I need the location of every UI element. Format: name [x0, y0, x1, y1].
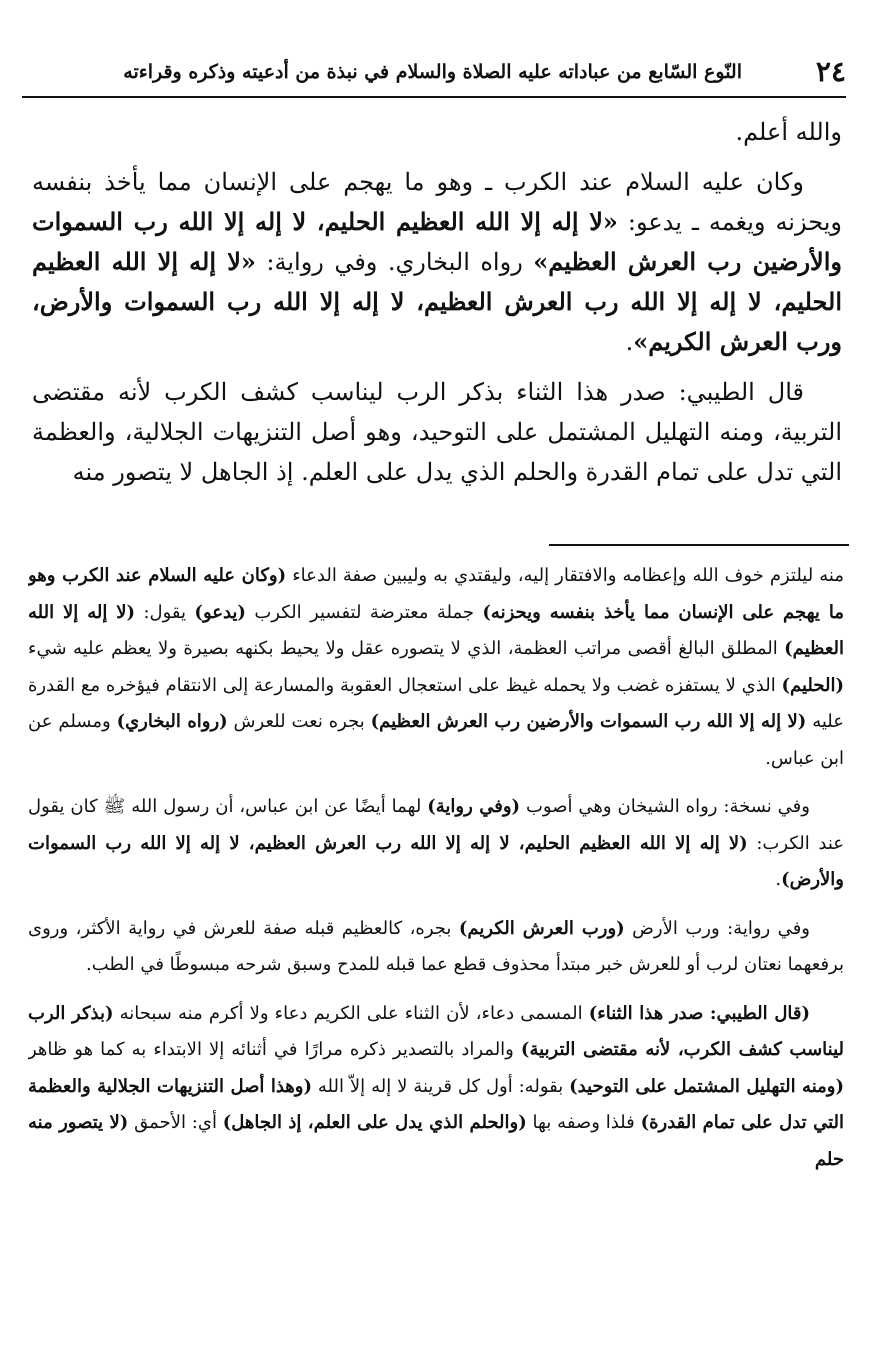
bold-run: «لا إله إلا الله العظيم الحليم، لا إله إلا الله رب العرش العظيم، لا إله إلا الله رب السموات والأرض، ورب العرش الكريم»: [32, 247, 842, 356]
footnote-paragraph-3: [28, 911, 844, 984]
text-run: منه ليلتزم خوف الله وإعظامه والافتقار إليه، وليقتدي به وليبين صفة الدعاء: [286, 565, 844, 586]
text-run: وكان عليه السلام عند الكرب ـ وهو ما يهجم على الإنسان مما يأخذ بنفسه ويحزنه ويغمه ـ يدعو:: [32, 168, 842, 236]
bold-run: (ورب العرش الكريم): [458, 917, 625, 939]
text-run: .: [775, 869, 782, 890]
bold-run: (ومنه التهليل المشتمل على التوحيد): [569, 1075, 844, 1097]
text-run: جملة معترضة لتفسير الكرب: [245, 601, 483, 623]
page-number: ٢٤: [815, 55, 846, 88]
main-paragraph-1: [32, 162, 842, 362]
text-run: والمراد بالتصدير ذكره مرارًا في أثنائه إلا الابتداء به كما هو ظاهر: [28, 1039, 521, 1060]
footnote-paragraph-4: [28, 996, 844, 1179]
text-run: بقوله: أول كل قرينة لا إله إلاّ الله: [312, 1075, 570, 1097]
bold-run: (لا إله إلا الله العظيم): [28, 601, 844, 659]
text-run: بجره، كالعظيم قبله صفة للعرش في رواية الأكثر، وروى برفعهما نعتان لرب أو للعرش خبر مبتدأ محذوف قطع عما قبله للمدح وسبق شرحه مبسوطًا في الطب.: [28, 917, 844, 975]
main-paragraph-0: [32, 112, 842, 152]
page-header: [18, 52, 850, 92]
text-run: والله أعلم.: [735, 118, 842, 146]
text-run: المسمى دعاء، لأن الثناء على الكريم دعاء ولا أكرم منه سبحانه: [113, 1002, 589, 1024]
bold-run: (لا إله إلا الله العظيم الحليم، لا إله إلا الله رب العرش العظيم، لا إله إلا الله رب السموات والأرض): [28, 832, 844, 890]
text-run: فلذا وصفه بها: [526, 1112, 641, 1133]
footnote-paragraph-1: [28, 558, 844, 777]
text-run: المطلق البالغ أقصى مراتب العظمة، الذي لا يتصوره عقل ولا يحيط بكنهه بصيرة ولا يعظم عليه شيء: [28, 638, 785, 659]
text-run: قال الطيبي: صدر هذا الثناء بذكر الرب ليناسب كشف الكرب لأنه مقتضى التربية، ومنه التهليل المشتمل على التوحيد، وهو أصل التنزيهات الجلالية، والعظمة التي تدل على تمام القدرة والحلم الذي يدل على العلم. إذ الجاهل لا يتصور منه: [32, 378, 842, 486]
bold-run: (الحليم): [781, 674, 844, 696]
text-run: أي: الأحمق: [128, 1112, 223, 1133]
footnote-rule: [549, 544, 849, 546]
text-run: يقول:: [135, 601, 195, 623]
main-text: [32, 112, 842, 530]
text-run: وفي نسخة: رواه الشيخان وهي أصوب: [520, 796, 810, 817]
bold-run: (وكان عليه السلام عند الكرب وهو ما يهجم على الإنسان مما يأخذ بنفسه ويحزنه): [28, 565, 844, 623]
bold-run: (لا يتصور منه حلم: [28, 1112, 844, 1170]
bold-run: (بذكر الرب ليناسب كشف الكرب، لأنه مقتضى التربية): [28, 1002, 844, 1060]
bold-run: «لا إله إلا الله العظيم الحليم، لا إله إلا الله رب السموات والأرضين رب العرش العظيم»: [32, 207, 842, 276]
text-run: الذي لا يستفزه غضب ولا يحمله غيظ على استعجال العقوبة والمسارعة إلى الانتقام فيؤخره مع القدرة عليه: [28, 674, 844, 732]
main-paragraph-2: [32, 372, 842, 492]
text-run: .: [625, 328, 634, 356]
header-rule: [22, 96, 846, 98]
text-run: بجره نعت للعرش: [227, 711, 371, 732]
bold-run: (قال الطيبي: صدر هذا الثناء): [588, 1002, 811, 1024]
bold-run: (وفي رواية): [427, 796, 521, 817]
text-run: ومسلم عن ابن عباس.: [28, 711, 844, 769]
bold-run: (والحلم الذي يدل على العلم، إذ الجاهل): [222, 1112, 527, 1133]
bold-run: (وهذا أصل التنزيهات الجلالية والعظمة التي تدل على تمام القدرة): [28, 1075, 844, 1133]
bold-run: (رواه البخاري): [116, 711, 228, 732]
bold-run: (يدعو): [194, 601, 246, 623]
text-run: لهما أيضًا عن ابن عباس، أن رسول الله ﷺ كان يقول عند الكرب:: [28, 796, 844, 854]
running-title: النّوع السّابع من عباداته عليه الصلاة والسلام في نبذة من أدعيته وذكره وقراءته: [123, 61, 742, 83]
bold-run: (لا إله إلا الله رب السموات والأرضين رب العرش العظيم): [370, 711, 807, 732]
text-run: رواه البخاري. وفي رواية:: [255, 248, 534, 276]
text-run: وفي رواية: ورب الأرض: [624, 917, 810, 939]
footnote-paragraph-2: [28, 789, 844, 899]
commentary-footnotes: [28, 558, 844, 1348]
